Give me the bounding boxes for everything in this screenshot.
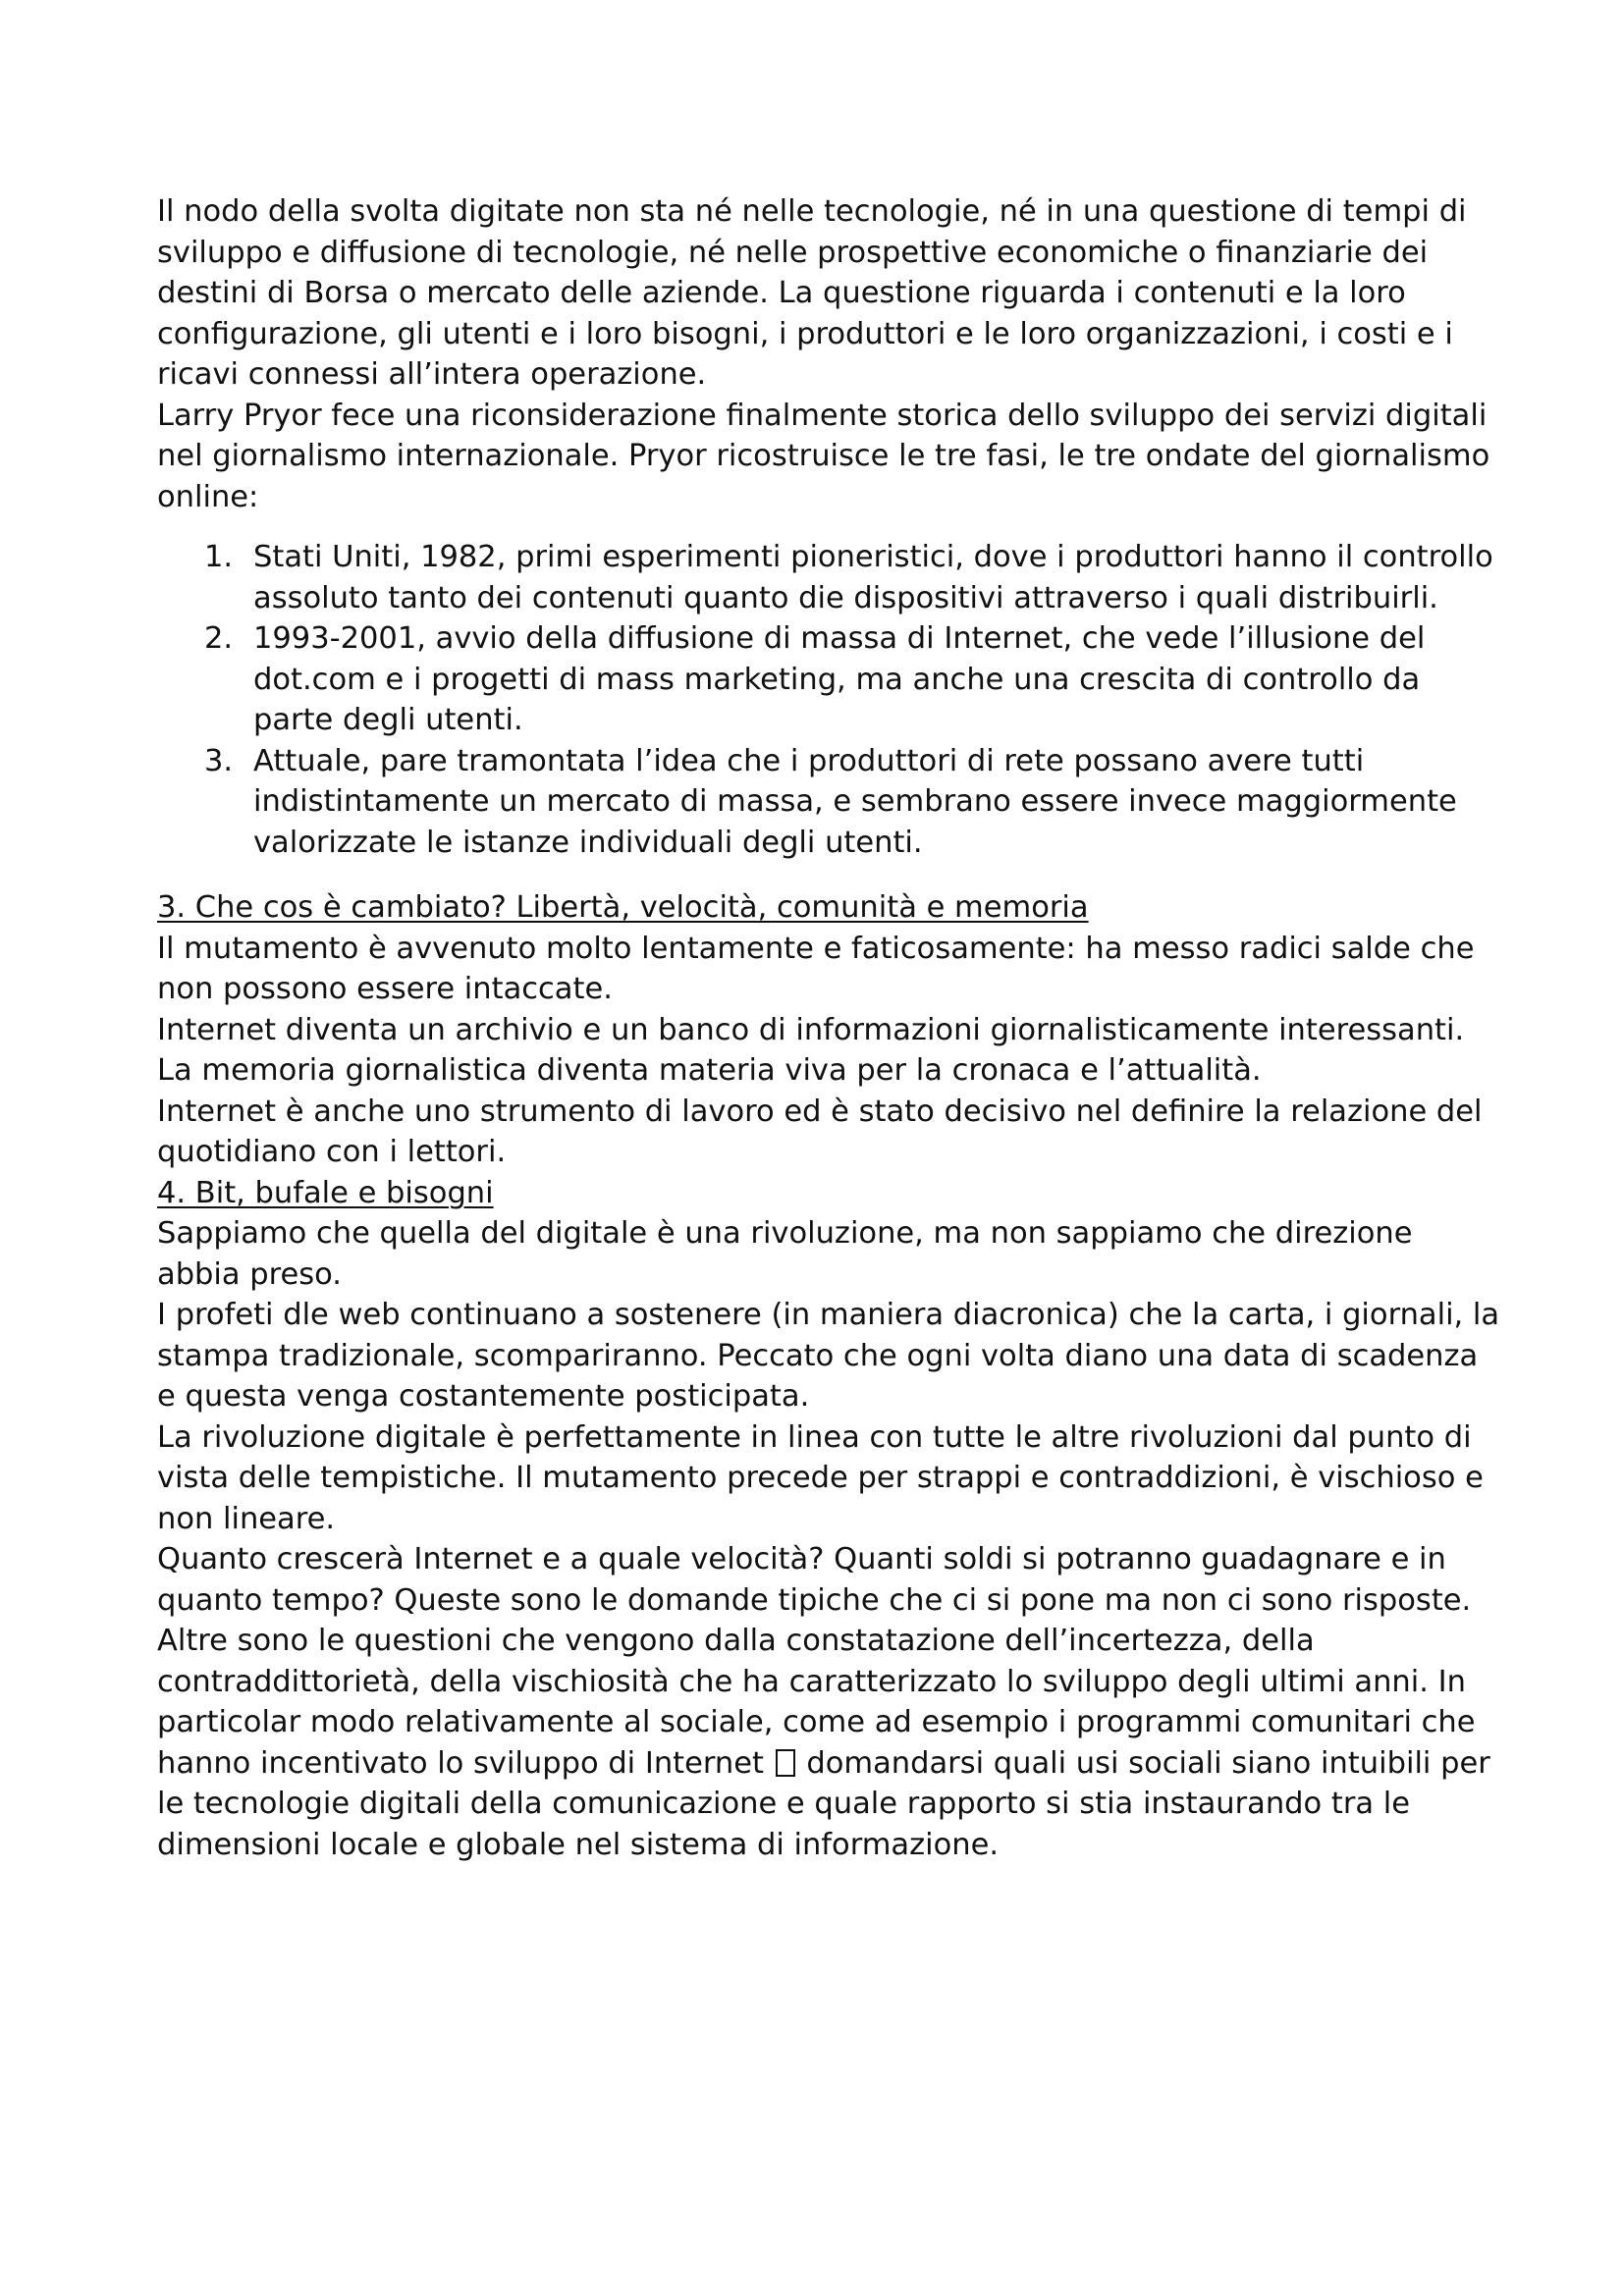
list-item [157,741,1502,864]
section-3-heading: 3. Che cos è cambiato? Libertà, velocità, comunità e memoria [157,890,1089,925]
intro-paragraph-1: Il nodo della svolta digitate non sta né nelle tecnologie, né in una questione di tempi di sviluppo e diffusione di tecnologie, né nelle prospettive economiche o finanziarie dei destini di Borsa o mercato delle aziende. La questione riguarda i contenuti e la loro configurazione, gli utenti e i loro bisogni, i produttori e le loro organizzazioni, i costi e i ricavi connessi all’intera operazione. [157,194,1467,392]
phases-list [157,537,1502,863]
section-4-paragraph-4-part-a: Quanto crescerà Internet e a quale velocità? Quanti soldi si potranno guadagnare e in quanto tempo? Queste sono le domande tipiche che ci si pone ma non ci sono risposte. Altre sono le questioni che vengono dalla constatazione dell’incertezza, della contraddittorietà, della vischiosità che ha caratterizzato lo sviluppo degli ultimi anni. In particolar modo relativamente al sociale, come ad esempio i programmi comunitari che hanno incentivato lo sviluppo di Internet [157,1542,1476,1781]
section-3-paragraph-2a: Internet diventa un archivio e un banco di informazioni giornalisticamente interessanti. La memoria giornalistica diventa materia viva per la cronaca e l’attualità. [157,1012,1465,1088]
section-3-paragraph-2b: Internet è anche uno strumento di lavoro ed è stato decisivo nel definire la relazione del quotidiano con i lettori. [157,1094,1483,1169]
section-4-heading: 4. Bit, bufale e bisogni [157,1175,494,1210]
section-4-paragraph-3: La rivoluzione digitale è perfettamente in linea con tutte le altre rivoluzioni dal punto di vista delle tempistiche. Il mutamento precede per strappi e contraddizioni, è vischioso e non lineare. [157,1419,1484,1536]
missing-glyph-icon [776,1749,795,1777]
list-item [157,537,1502,618]
intro-paragraph-2: Larry Pryor fece una riconsiderazione finalmente storica dello sviluppo dei servizi digitali nel giornalismo internazionale. Pryor ricostruisce le tre fasi, le tre ondate del giornalismo online: [157,398,1490,514]
section-4-paragraph-1: Sappiamo che quella del digitale è una rivoluzione, ma non sappiamo che direzione abbia preso. [157,1216,1413,1292]
section-4-paragraph-4-part-b: domandarsi quali usi sociali siano intuibili per le tecnologie digitali della comunicazione e quale rapporto si stia instaurando tra le dimensioni locale e globale nel sistema di informazione. [157,1745,1490,1862]
document-page [157,191,1502,1865]
list-item-number: 1. [204,540,234,574]
section-4-paragraph-2: I profeti dle web continuano a sostenere (in maniera diacronica) che la carta, i giornali, la stampa tradizionale, scompariranno. Peccato che ogni volta diano una data di scadenza e questa venga costantemente posticipata. [157,1298,1500,1414]
section-4-paragraph-4 [157,1539,1502,1865]
list-item-text: Stati Uniti, 1982, primi esperimenti pioneristici, dove i produttori hanno il controllo assoluto tanto dei contenuti quanto die dispositivi attraverso i quali distribuirli. [253,540,1493,615]
list-item-number: 3. [204,743,234,778]
section-3-paragraph-1: Il mutamento è avvenuto molto lentamente e faticosamente: ha messo radici salde che non possono essere intaccate. [157,931,1475,1006]
list-item [157,618,1502,741]
list-item-text: Attuale, pare tramontata l’idea che i produttori di rete possano avere tutti indistintamente un mercato di massa, e sembrano essere invece maggiormente valorizzate le istanze individuali degli utenti. [253,743,1457,860]
list-item-number: 2. [204,621,234,656]
list-item-text: 1993-2001, avvio della diffusione di massa di Internet, che vede l’illusione del dot.com e i progetti di mass marketing, ma anche una crescita di controllo da parte degli utenti. [253,621,1426,737]
